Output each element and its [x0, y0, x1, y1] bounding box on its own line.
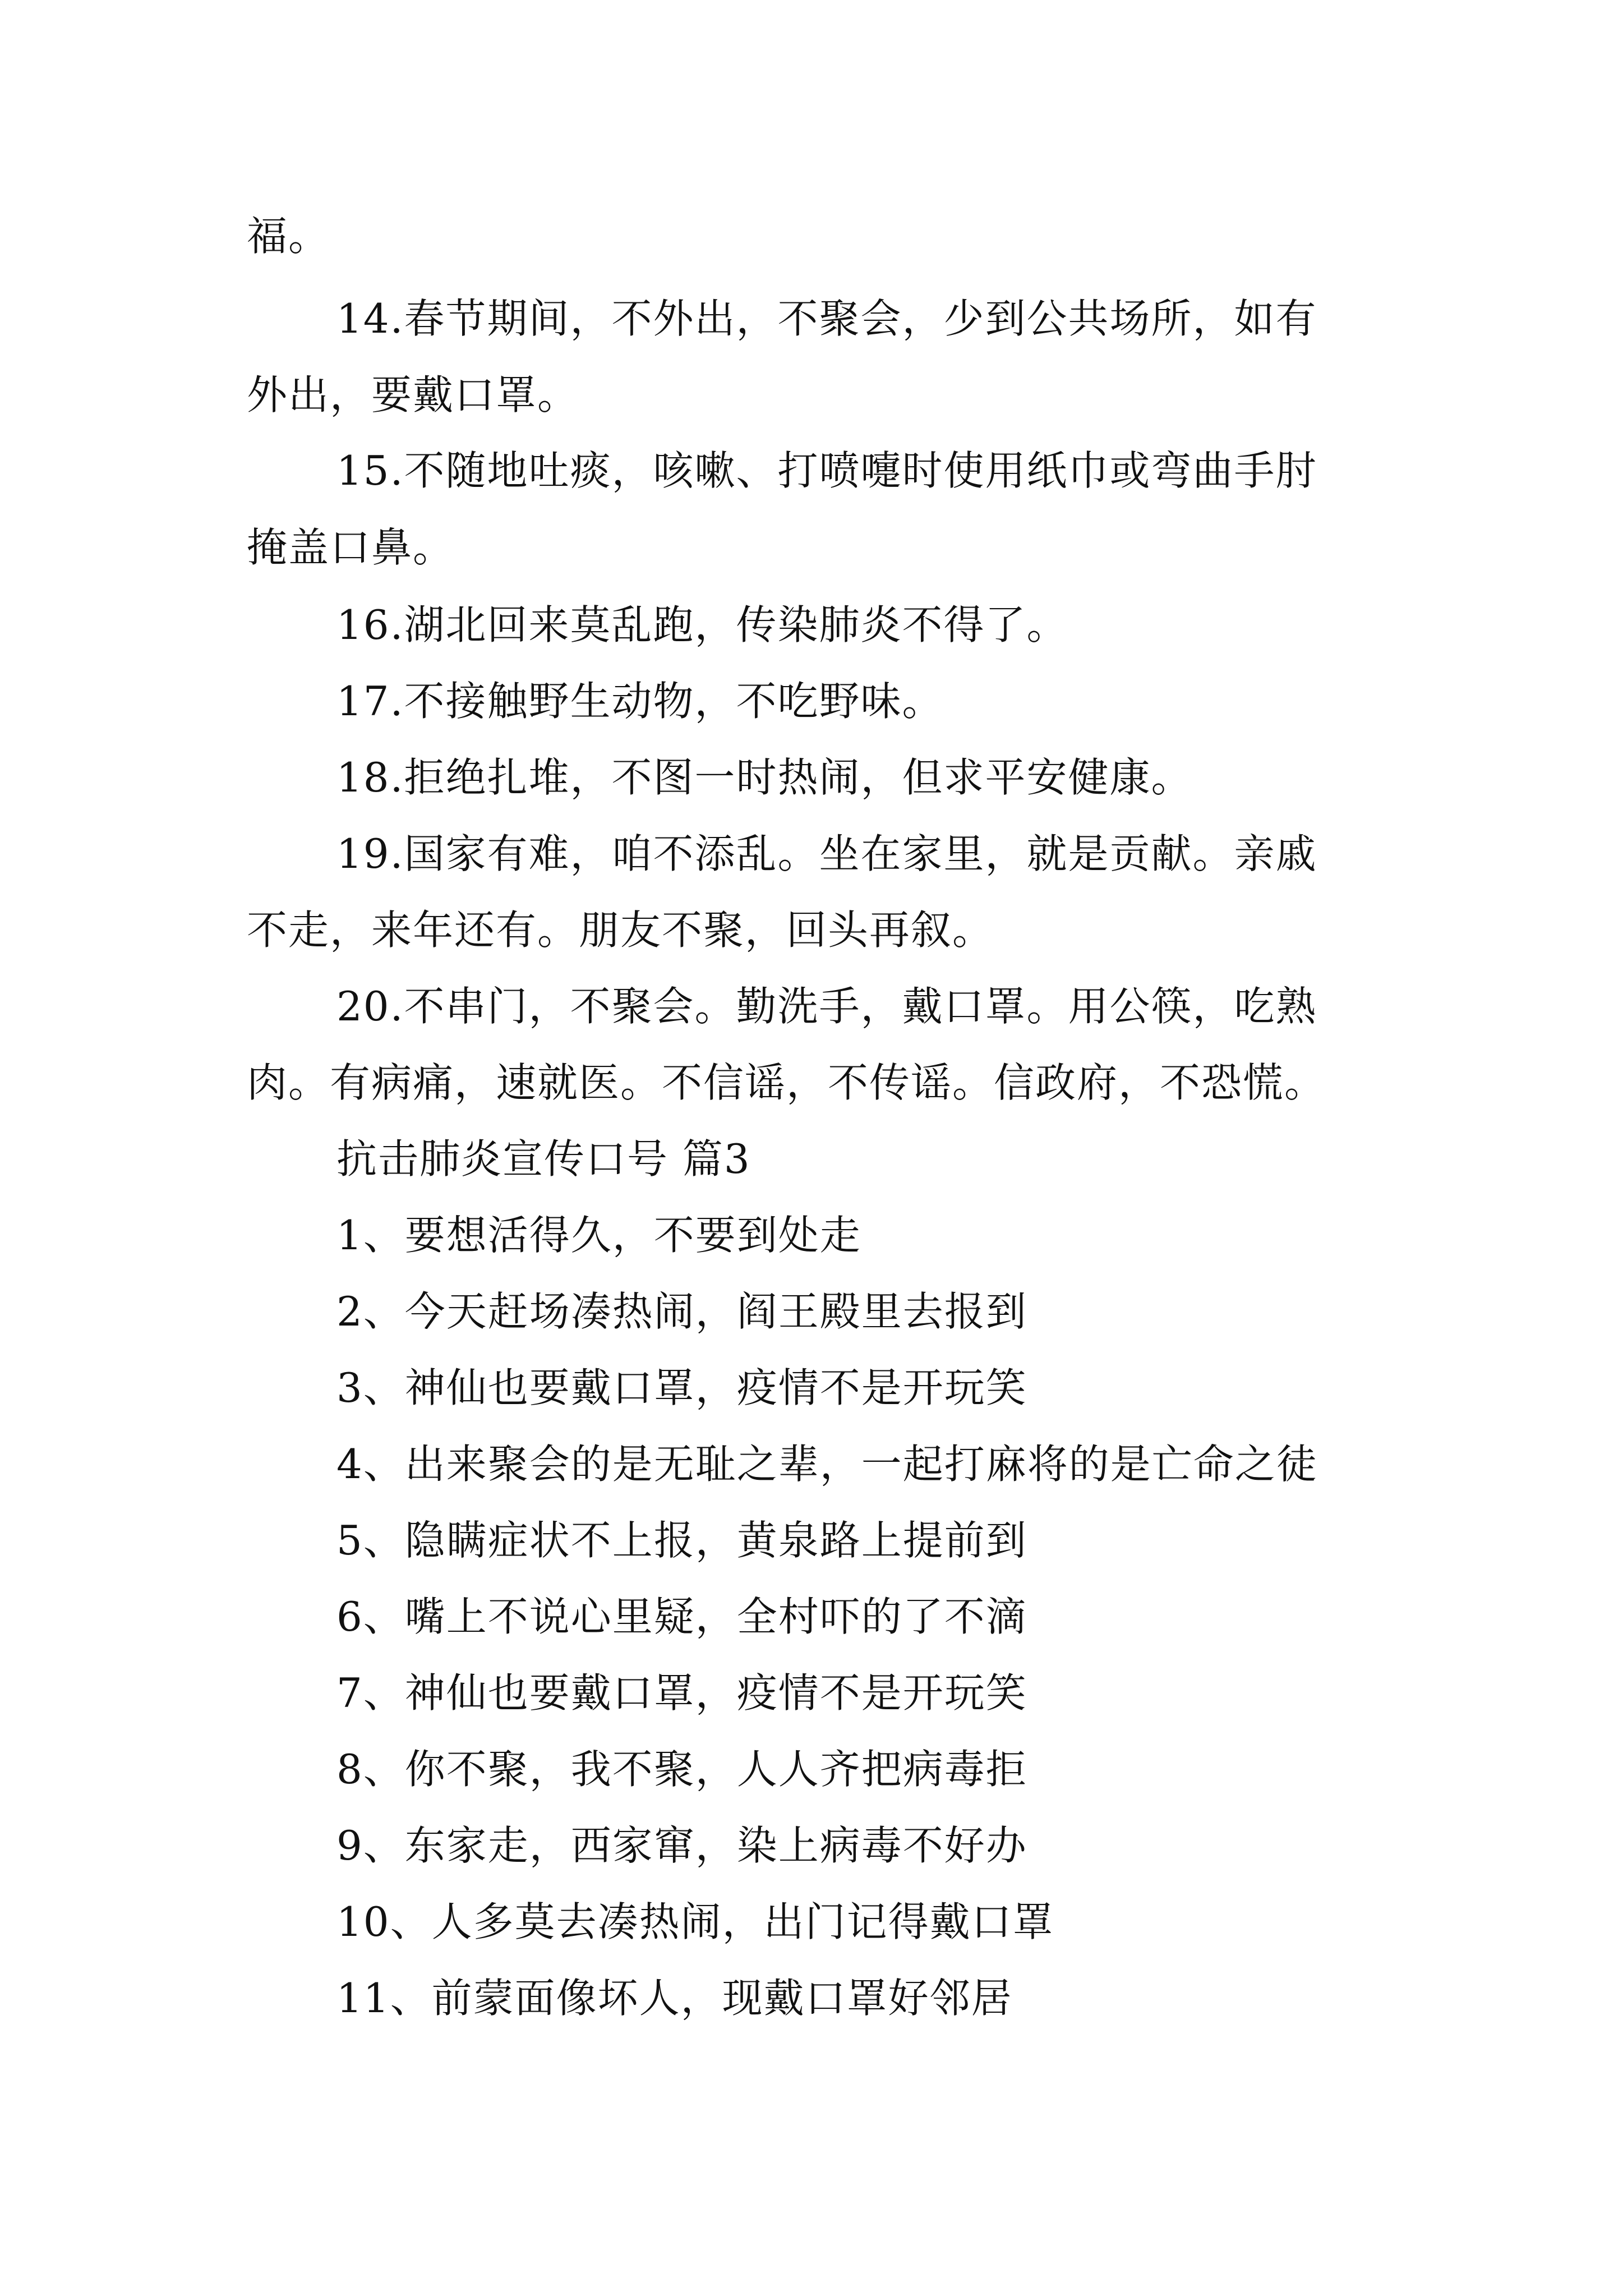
list-item: 3、神仙也要戴口罩，疫情不是开玩笑: [336, 1364, 1027, 1411]
slogan-14-line-1: 14.春节期间，不外出，不聚会，少到公共场所，如有: [336, 295, 1317, 342]
slogan-15-line-1: 15.不随地吐痰，咳嗽、打喷嚏时使用纸巾或弯曲手肘: [336, 447, 1317, 494]
slogan-19-line-2: 不走，来年还有。朋友不聚，回头再叙。: [247, 907, 994, 954]
list-item: 1、要想活得久，不要到处走: [336, 1212, 861, 1259]
list-item: 7、神仙也要戴口罩，疫情不是开玩笑: [336, 1669, 1027, 1717]
slogan-15-line-2: 掩盖口鼻。: [247, 524, 455, 571]
list-item: 6、嘴上不说心里疑，全村吓的了不滴: [336, 1593, 1027, 1640]
list-item: 2、今天赶场凑热闹，阎王殿里去报到: [336, 1288, 1027, 1335]
list-item: 10、人多莫去凑热闹，出门记得戴口罩: [336, 1898, 1054, 1945]
slogan-17: 17.不接触野生动物，不吃野味。: [336, 678, 944, 725]
slogan-19-line-1: 19.国家有难，咱不添乱。坐在家里，就是贡献。亲戚: [336, 830, 1317, 877]
slogan-20-line-1: 20.不串门，不聚会。勤洗手，戴口罩。用公筷，吃熟: [336, 983, 1317, 1030]
list-item: 9、东家走，西家窜，染上病毒不好办: [336, 1822, 1027, 1869]
slogan-14-line-2: 外出，要戴口罩。: [247, 371, 579, 418]
list-item: 8、你不聚，我不聚，人人齐把病毒拒: [336, 1746, 1027, 1793]
slogan-16: 16.湖北回来莫乱跑，传染肺炎不得了。: [336, 601, 1068, 648]
slogan-18: 18.拒绝扎堆，不图一时热闹，但求平安健康。: [336, 754, 1193, 801]
list-item: 4、出来聚会的是无耻之辈，一起打麻将的是亡命之徒: [336, 1441, 1318, 1488]
list-item: 11、前蒙面像坏人，现戴口罩好邻居: [336, 1975, 1013, 2022]
list-item: 5、隐瞒症状不上报，黄泉路上提前到: [336, 1517, 1027, 1564]
slogan-20-line-2: 肉。有病痛，速就医。不信谣，不传谣。信政府，不恐慌。: [247, 1059, 1326, 1106]
section-heading: 抗击肺炎宣传口号 篇3: [336, 1135, 751, 1182]
text-line: 福。: [247, 213, 330, 260]
